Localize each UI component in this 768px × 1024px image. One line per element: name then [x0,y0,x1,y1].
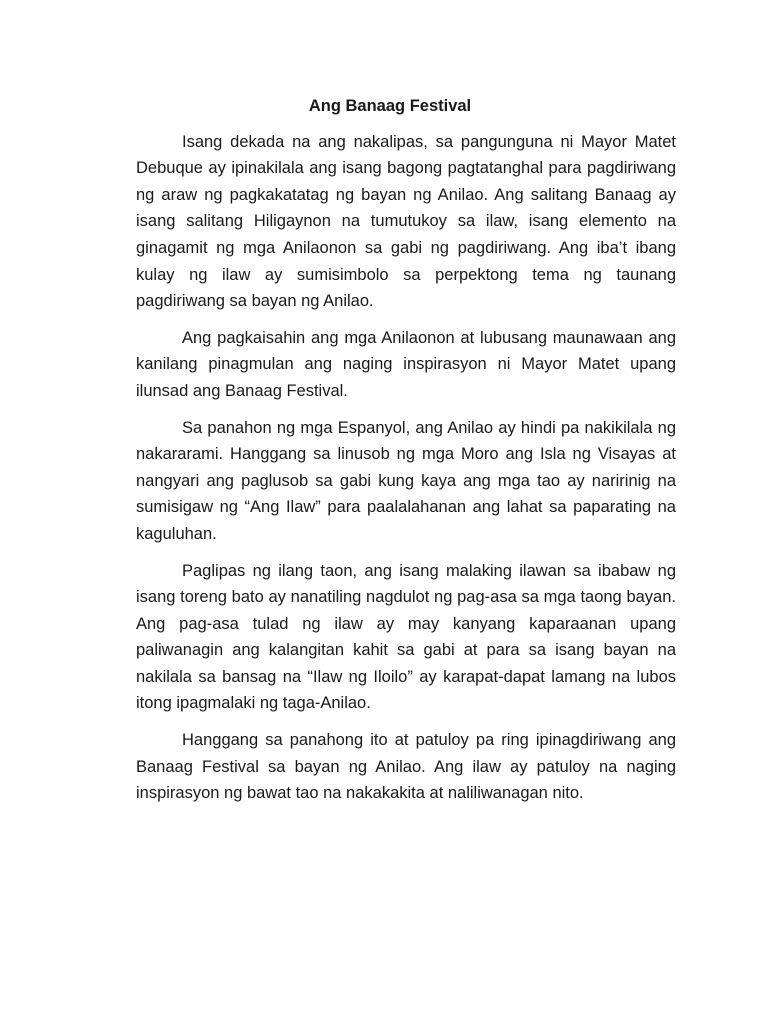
paragraph-5: Hanggang sa panahong ito at patuloy pa ring ipinagdiriwang ang Banaag Festival sa bayan ng Anilao. Ang ilaw ay patuloy na naging inspirasyon ng bawat tao na nakakakita at naliliwanagan nito. [136,731,676,803]
document-title: Ang Banaag Festival [308,97,472,115]
paragraph-4: Paglipas ng ilang taon, ang isang malaking ilawan sa ibabaw ng isang toreng bato ay nanatiling nagdulot ng pag-asa sa mga taong bayan. Ang pag-asa tulad ng ilaw ay may kanyang kaparaanan upang paliwanagin ang kalangitan kahit sa gabi at para sa isang bayan na nakilala sa bansag na “Ilaw ng Iloilo” ay karapat-dapat lamang na lubos itong ipagmalaki ng taga-Anilao. [136,561,676,713]
paragraph-1: Isang dekada na ang nakalipas, sa pangunguna ni Mayor Matet Debuque ay ipinakilala ang isang bagong pagtatanghal para pagdiriwang ng araw ng pagkakatatag ng bayan ng Anilao. Ang salitang Banaag ay isang salitang Hiligaynon na tumutukoy sa ilaw, isang elemento na ginagamit ng mga Anilaonon sa gabi ng pagdiriwang. Ang iba’t ibang kulay ng ilaw ay sumisimbolo sa perpektong tema ng taunang pagdiriwang sa bayan ng Anilao. [136,132,676,311]
paragraph-3: Sa panahon ng mga Espanyol, ang Anilao ay hindi pa nakikilala ng nakararami. Hanggang sa linusob ng mga Moro ang Isla ng Visayas at nangyari ang paglusob sa gabi kung kaya ang mga tao ay naririnig na sumisigaw ng “Ang Ilaw” para paalalahanan ang lahat sa paparating na kaguluhan. [136,418,676,543]
document-body [136,93,676,817]
paragraph-2: Ang pagkaisahin ang mga Anilaonon at lubusang maunawaan ang kanilang pinagmulan ang naging inspirasyon ni Mayor Matet upang ilunsad ang Banaag Festival. [136,328,676,400]
